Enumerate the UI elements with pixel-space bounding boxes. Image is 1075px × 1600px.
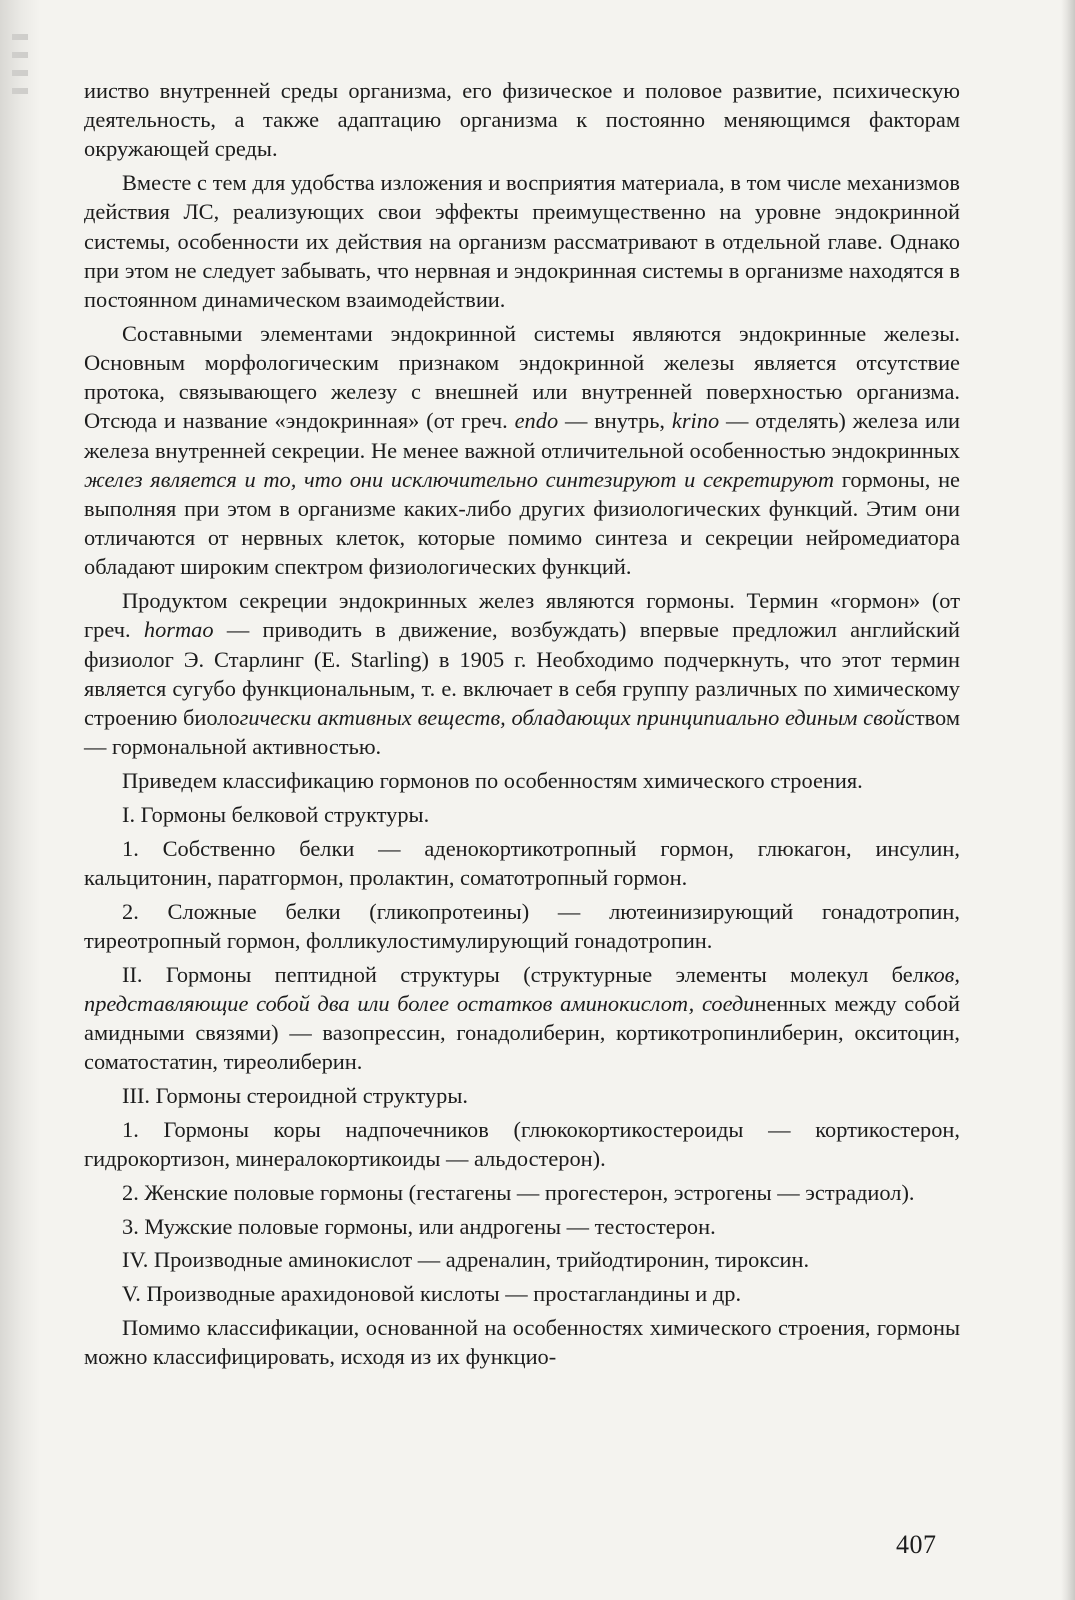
text-run: — отделять) железа или железа внутренней секреции. Не менее важной отличительной особенностью эндокринных — [84, 408, 960, 463]
binding-mark — [12, 52, 28, 58]
text-run: ииство внутренней среды организма, его физическое и половое развитие, психическую деятельность, а также адаптацию организма к постоянно меняющимся факторам окружающей среды. — [84, 78, 960, 162]
text-run: Приведем классификацию гормонов по особенностям химического строения. — [122, 768, 863, 794]
italic-text: endo — [514, 408, 559, 434]
paragraph — [84, 1178, 960, 1207]
text-run: 2. Женские половые гормоны (гестагены — прогестерон, эстрогены — эстрадиол). — [122, 1179, 915, 1205]
text-run: 3. Мужские половые гормоны, или андрогены — тестостерон. — [122, 1213, 716, 1239]
italic-text: krino — [671, 408, 720, 434]
text-run: II. Гормоны пептидной структуры (структурные элементы молекул бел — [122, 961, 924, 987]
text-run: Вместе с тем для удобства изложения и восприятия материала, в том числе механизмов действия ЛС, реализующих свои эффекты преимущественно на уровне эндокринной системы, особенности их действия на организм рассматривают в отдельной главе. Однако при этом не следует забывать, что нервная и эндокринная системы в организме находятся в постоянном динамическом взаимодействии. — [84, 170, 960, 313]
binding-mark — [12, 34, 28, 40]
paragraph — [84, 897, 960, 955]
paragraph — [84, 1115, 960, 1173]
binding-mark — [12, 70, 28, 76]
italic-text: ков, представляющие собой два или более остатков аминокислот, соеди — [84, 961, 960, 1016]
paragraph — [84, 1313, 960, 1371]
text-run: ненных между собой амидными связями) — вазопрессин, гонадолиберин, кортикотропинлиберин, окситоцин, соматостатин, тиреолиберин. — [84, 990, 960, 1075]
page-edge — [1061, 0, 1075, 1600]
italic-text: hormao — [143, 617, 214, 643]
italic-text: желез является и то, что они исключительно синтезируют и секретируют — [84, 466, 835, 492]
text-run: 1. Собственно белки — аденокортикотропный гормон, глюкагон, инсулин, кальцитонин, паратгормон, пролактин, соматотропный гормон. — [84, 835, 960, 890]
paragraph — [84, 1212, 960, 1241]
paragraph — [84, 76, 960, 164]
text-run: Помимо классификации, основанной на особенностях химического строения, гормоны можно классифицировать, исходя из их функцио- — [84, 1315, 960, 1370]
paragraph — [84, 168, 960, 314]
text-run: ством — гормональной активностью. — [84, 705, 960, 760]
text-run: — приводить в движение, возбуждать) впервые предложил английский физиолог Э. Старлинг (E. Starling) в 1905 г. Необходимо подчеркнуть, что этот термин является сугубо функциональным, т. е. включает в себя группу различных по химическому строению биоло — [84, 617, 961, 731]
paragraph — [84, 834, 960, 892]
paragraph — [84, 1245, 960, 1274]
text-run: 1. Гормоны коры надпочечников (глюкокортикостероиды — кортикостерон, гидрокортизон, минералокортикоиды — альдостерон). — [84, 1116, 960, 1172]
text-run: I. Гормоны белковой структуры. — [122, 801, 430, 827]
paragraph — [84, 319, 960, 582]
body-text — [84, 76, 960, 1376]
paragraph — [84, 586, 960, 761]
binding-mark — [12, 88, 28, 94]
text-run: гормоны, не выполняя при этом в организме каких-либо других физиологических функций. Этим они отличаются от нервных клеток, которые помимо синтеза и секреции нейромедиатора обладают широким спектром физиологических функций. — [84, 466, 960, 580]
page-number: 407 — [896, 1530, 937, 1559]
paragraph — [84, 1279, 960, 1308]
text-run: IV. Производные аминокислот — адреналин, трийодтиронин, тироксин. — [122, 1247, 810, 1273]
text-run: V. Производные арахидоновой кислоты — простагландины и др. — [122, 1281, 742, 1307]
text-run: — внутрь, — [558, 408, 672, 434]
paragraph — [84, 1081, 960, 1110]
text-run: 2. Сложные белки (гликопротеины) — лютеинизирующий гонадотропин, тиреотропный гормон, фолликулостимулирующий гонадотропин. — [84, 898, 960, 953]
italic-text: гически активных веществ, обладающих принципиально единым свой — [239, 705, 905, 731]
binding-shadow — [0, 0, 40, 1600]
paragraph — [84, 960, 960, 1077]
text-run: Продуктом секреции эндокринных желез являются гормоны. Термин «гормон» (от греч. — [84, 588, 960, 643]
paragraph — [84, 766, 960, 795]
paragraph — [84, 800, 960, 829]
text-run: Составными элементами эндокринной системы являются эндокринные железы. Основным морфологическим признаком эндокринной железы является отсутствие протока, связывающего железу с внешней или внутренней поверхностью организма. Отсюда и название «эндокринная» (от греч. — [84, 320, 960, 434]
text-run: III. Гормоны стероидной структуры. — [122, 1083, 468, 1109]
